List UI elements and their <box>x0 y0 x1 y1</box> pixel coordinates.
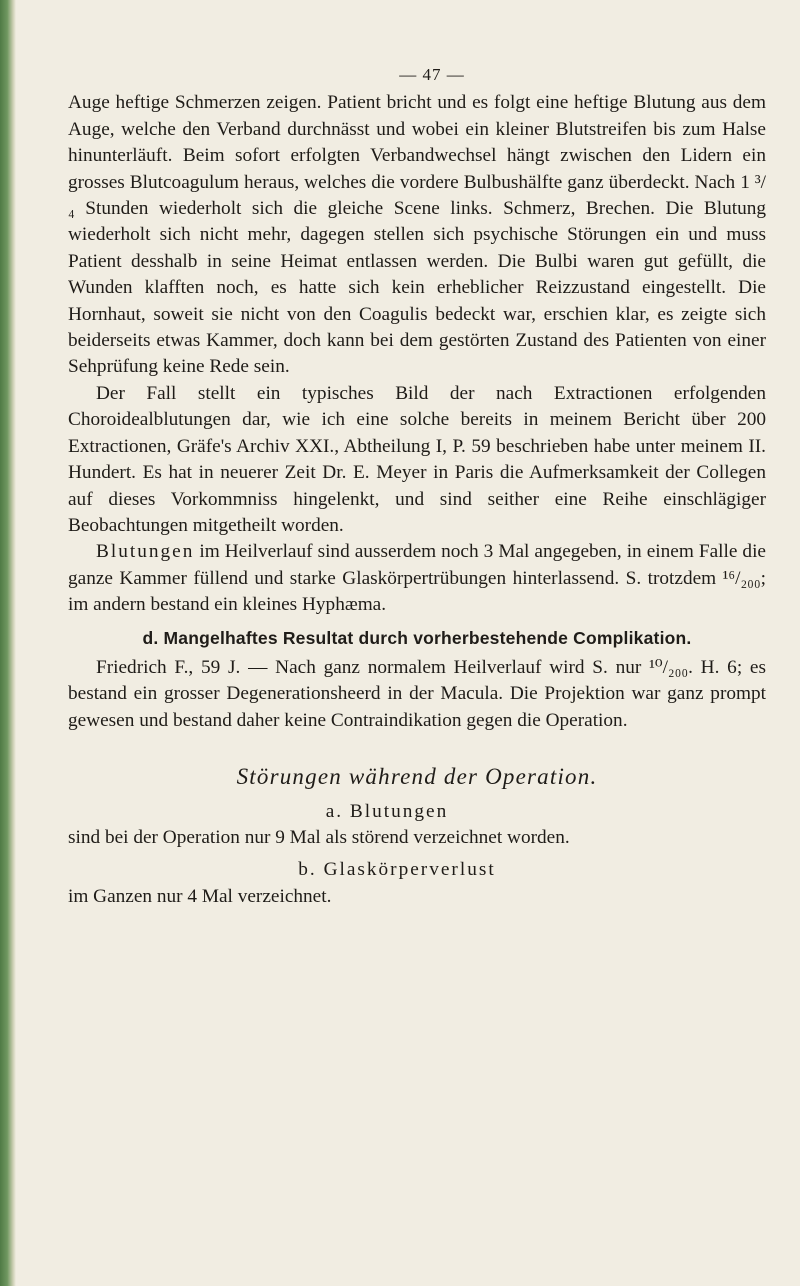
subheading-a: a. Blutungen <box>325 800 449 822</box>
page-number: — 47 — <box>399 65 465 84</box>
paragraph-discussion: Der Fall stellt ein typisches Bild der nach Extractionen erfolgenden Choroidealblutungen dar, wie ich eine solche bereits in meinem Bericht über 200 Extractionen, Gräfe's Archiv XXI., Abtheilung I, P. 59 beschrieben habe unter meinem II. Hundert. Es hat in neuerer Zeit Dr. E. Meyer in Paris die Aufmerksamkeit der Collegen auf dieses Vorkommniss hingelenkt, und sind seither eine Reihe einschlägiger Beobachtungen mitgetheilt worden. <box>68 382 766 536</box>
paragraph-case-report: Auge heftige Schmerzen zeigen. Patient bricht und es folgt eine heftige Blutung aus dem Auge, welche den Verband durchnässt und wobei ein kleiner Blutstreifen bis zum Halse hinunterläuft. Beim sofort erfolgten Verbandwechsel hängt zwischen den Lidern ein grosses Blutcoagulum heraus, welches die vordere Bulbushälfte ganz überdeckt. Nach 1 ³/₄ Stunden wiederholt sich die gleiche Scene links. Schmerz, Brechen. Die Blutung wiederholt sich nicht mehr, dagegen stellen sich psychische Störungen ein und muss Patient desshalb in seine Heimat entlassen werden. Die Bulbi waren gut gefüllt, die Wunden klafften noch, es hatte sich kein erheblicher Reizzustand eingestellt. Die Hornhaut, soweit sie nicht von den Coagulis bedeckt war, erschien klar, es zeigte sich beiderseits etwas Kammer, doch kann bei dem gestörten Zustand des Patienten von einer Sehprüfung keine Rede sein. <box>68 92 766 378</box>
book-page <box>68 62 766 910</box>
section-heading-d: d. Mangelhaftes Resultat durch vorherbestehende Complikation. <box>142 627 692 648</box>
paragraph-bleeding-text: im Heilverlauf sind ausserdem noch 3 Mal angegeben, in einem Falle die ganze Kammer füllend und starke Glaskörpertrübungen hinterlassend. S. trotzdem ¹⁶/₂₀₀; im andern bestand ein kleines Hyphæma. <box>68 541 766 616</box>
line-a: sind bei der Operation nur 9 Mal als störend verzeichnet worden. <box>68 826 570 848</box>
spaced-term-blutungen: Blutungen <box>96 541 195 563</box>
line-b: im Ganzen nur 4 Mal verzeichnet. <box>68 885 332 907</box>
paragraph-bleeding <box>68 539 766 618</box>
section-title-operation: Störungen während der Operation. <box>236 764 598 790</box>
paragraph-case-friedrich: Friedrich F., 59 J. — Nach ganz normalem Heilverlauf wird S. nur ¹⁰/₂₀₀. H. 6; es bestand ein grosser Degenerationsheerd in der Macula. Die Projektion war ganz prompt gewesen und bestand daher keine Contraindikation gegen die Operation. <box>68 656 766 731</box>
book-binding-edge <box>0 0 16 1286</box>
subheading-b: b. Glaskörperverlust <box>298 859 496 881</box>
